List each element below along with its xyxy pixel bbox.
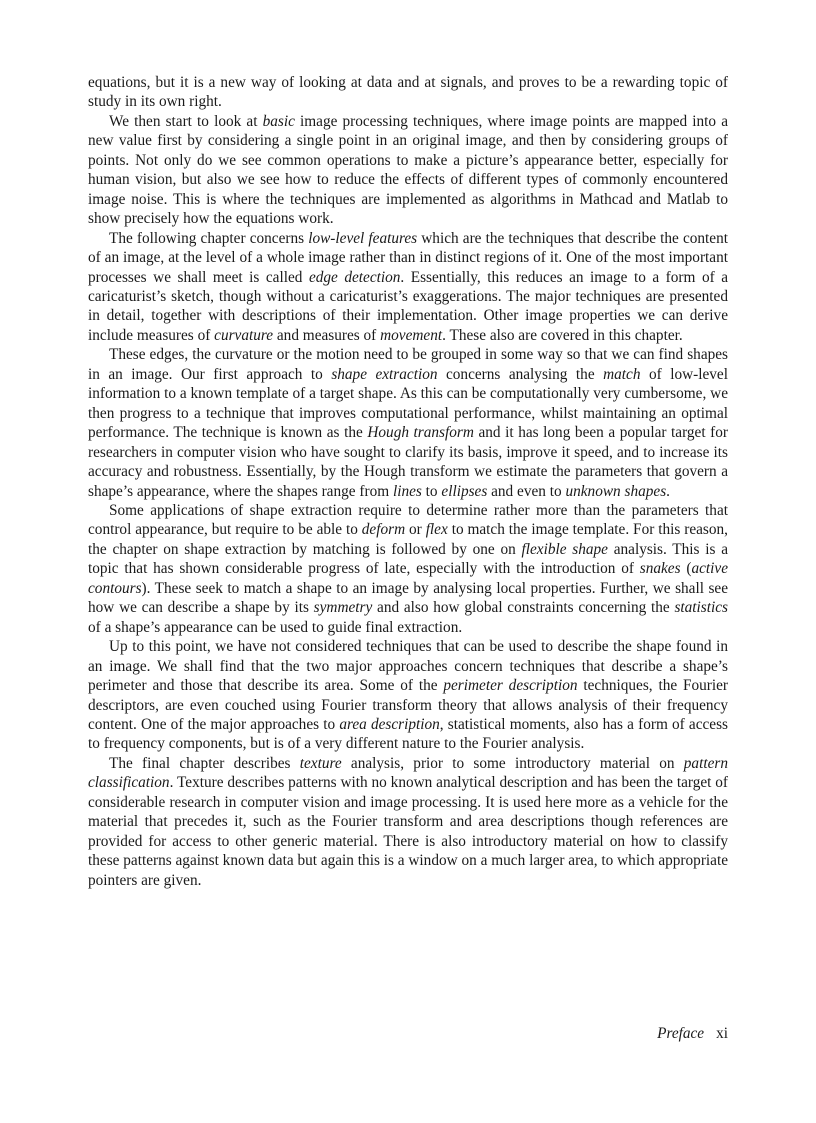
running-footer-section: Preface	[657, 1025, 705, 1042]
text-run: or	[405, 521, 426, 539]
text-run: techniques, the Fourier descriptors, are even couched using Fourier transform theory that allows analysis of their frequency content. One of the major approaches to	[88, 677, 729, 733]
text-run: .	[666, 482, 670, 500]
text-run: and also how global constraints concerning the	[372, 599, 675, 617]
text-run: and even to	[487, 482, 566, 500]
paragraph-4	[88, 345, 728, 501]
emphasized-term: shape extraction	[331, 365, 438, 383]
paragraph-3	[88, 229, 728, 346]
emphasized-term: lines	[392, 482, 422, 500]
emphasized-term: basic	[262, 112, 295, 130]
text-run: which are the techniques that describe the content of an image, at the level of a whole image rather than in distinct regions of it. One of the most important processes we shall meet is called	[88, 229, 728, 286]
text-run: concerns analysing the	[437, 365, 604, 383]
text-run: The following chapter concerns	[109, 229, 309, 247]
text-run: . Essentially, this reduces an image to a form of a caricaturist’s sketch, though without a caricaturist’s exaggerations. The major techniques are presented in detail, together with descriptions of their implementation. Other image properties we can derive include measures of	[88, 268, 728, 344]
text-run: to match the image template. For this reason, the chapter on shape extraction by matching is followed by one on	[88, 521, 728, 558]
page-number: xi	[716, 1025, 728, 1042]
emphasized-term: active contours	[88, 560, 729, 597]
emphasized-term: area description	[339, 715, 440, 733]
text-run: These edges, the curvature or the motion need to be grouped in some way so that we can find shapes in an image. Our first approach to	[88, 346, 728, 383]
text-run: (	[680, 560, 692, 578]
text-run: We then start to look at	[109, 112, 263, 130]
emphasized-term: edge detection	[308, 268, 401, 286]
page-footer	[657, 1025, 728, 1043]
page-body	[88, 73, 728, 890]
text-run: equations, but it is a new way of looking at data and at signals, and proves to be a rewarding topic of study in its own right.	[88, 74, 728, 111]
text-run: . These also are covered in this chapter.	[442, 326, 683, 344]
paragraph-1	[88, 73, 728, 112]
emphasized-term: symmetry	[313, 599, 373, 617]
emphasized-term: curvature	[214, 326, 274, 344]
emphasized-term: perimeter description	[443, 677, 578, 695]
text-run: , statistical moments, also has a form of access to frequency components, but is of a very different nature to the Fourier analysis.	[88, 715, 728, 753]
emphasized-term: unknown shapes	[565, 482, 667, 500]
text-run: Up to this point, we have not considered techniques that can be used to describe the shape found in an image. We shall find that the two major approaches concern techniques that describe a shape’s perimeter and those that describe its area. Some of the	[88, 638, 728, 695]
emphasized-term: statistics	[674, 599, 728, 617]
text-run: . Texture describes patterns with no known analytical description and has been the target of considerable research in computer vision and image processing. It is used here more as a vehicle for the material that precedes it, such as the Fourier transform and area descriptions though references are provided for access to other generic material. There is also introductory material on how to classify these patterns against known data but again this is a window on a much larger area, to which appropriate pointers are given.	[88, 774, 728, 889]
text-run: of a shape’s appearance can be used to guide final extraction.	[88, 618, 463, 636]
emphasized-term: flex	[425, 521, 448, 539]
text-run: analysis, prior to some introductory material on	[341, 754, 684, 772]
text-run: analysis. This is a topic that has shown considerable progress of late, especially with the introduction of	[88, 540, 728, 578]
paragraph-7	[88, 754, 728, 890]
emphasized-term: pattern classification	[88, 754, 728, 792]
emphasized-term: movement	[380, 326, 443, 344]
text-run: and it has long been a popular target for researchers in computer vision who have sought to clarify its basis, improve it speed, and to increase its accuracy and robustness. Essentially, by the Hough transform we estimate the parameters that govern a shape’s appearance, where the shapes range from	[88, 424, 728, 500]
emphasized-term: low-level features	[308, 229, 418, 247]
emphasized-term: deform	[361, 521, 406, 539]
emphasized-term: snakes	[639, 560, 681, 578]
paragraph-2	[88, 112, 728, 229]
paragraph-5	[88, 501, 728, 637]
emphasized-term: flexible shape	[521, 540, 608, 558]
text-run: of low-level information to a known template of a target shape. As this can be computationally very cumbersome, we then progress to a technique that improves computational performance, whilst maintaining an optimal performance. The technique is known as the	[88, 365, 728, 442]
emphasized-term: Hough transform	[367, 424, 474, 442]
text-run: image processing techniques, where image points are mapped into a new value first by considering a single point in an original image, and then by considering groups of points. Not only do we see common operations to make a picture’s appearance better, especially for human vision, but also we see how to reduce the effects of different types of commonly encountered image noise. This is where the techniques are implemented as algorithms in Mathcad and Matlab to show precisely how the equations work.	[88, 112, 728, 228]
emphasized-term: match	[603, 365, 641, 383]
text-run: to	[421, 482, 442, 500]
emphasized-term: ellipses	[441, 482, 488, 500]
text-run: The final chapter describes	[109, 754, 300, 772]
text-run: and measures of	[273, 326, 381, 344]
paragraph-6	[88, 637, 728, 754]
emphasized-term: texture	[299, 754, 342, 772]
text-run: Some applications of shape extraction require to determine rather more than the parameters that control appearance, but require to be able to	[88, 501, 728, 539]
text-run: ). These seek to match a shape to an image by analysing local properties. Further, we shall see how we can describe a shape by its	[88, 579, 728, 617]
